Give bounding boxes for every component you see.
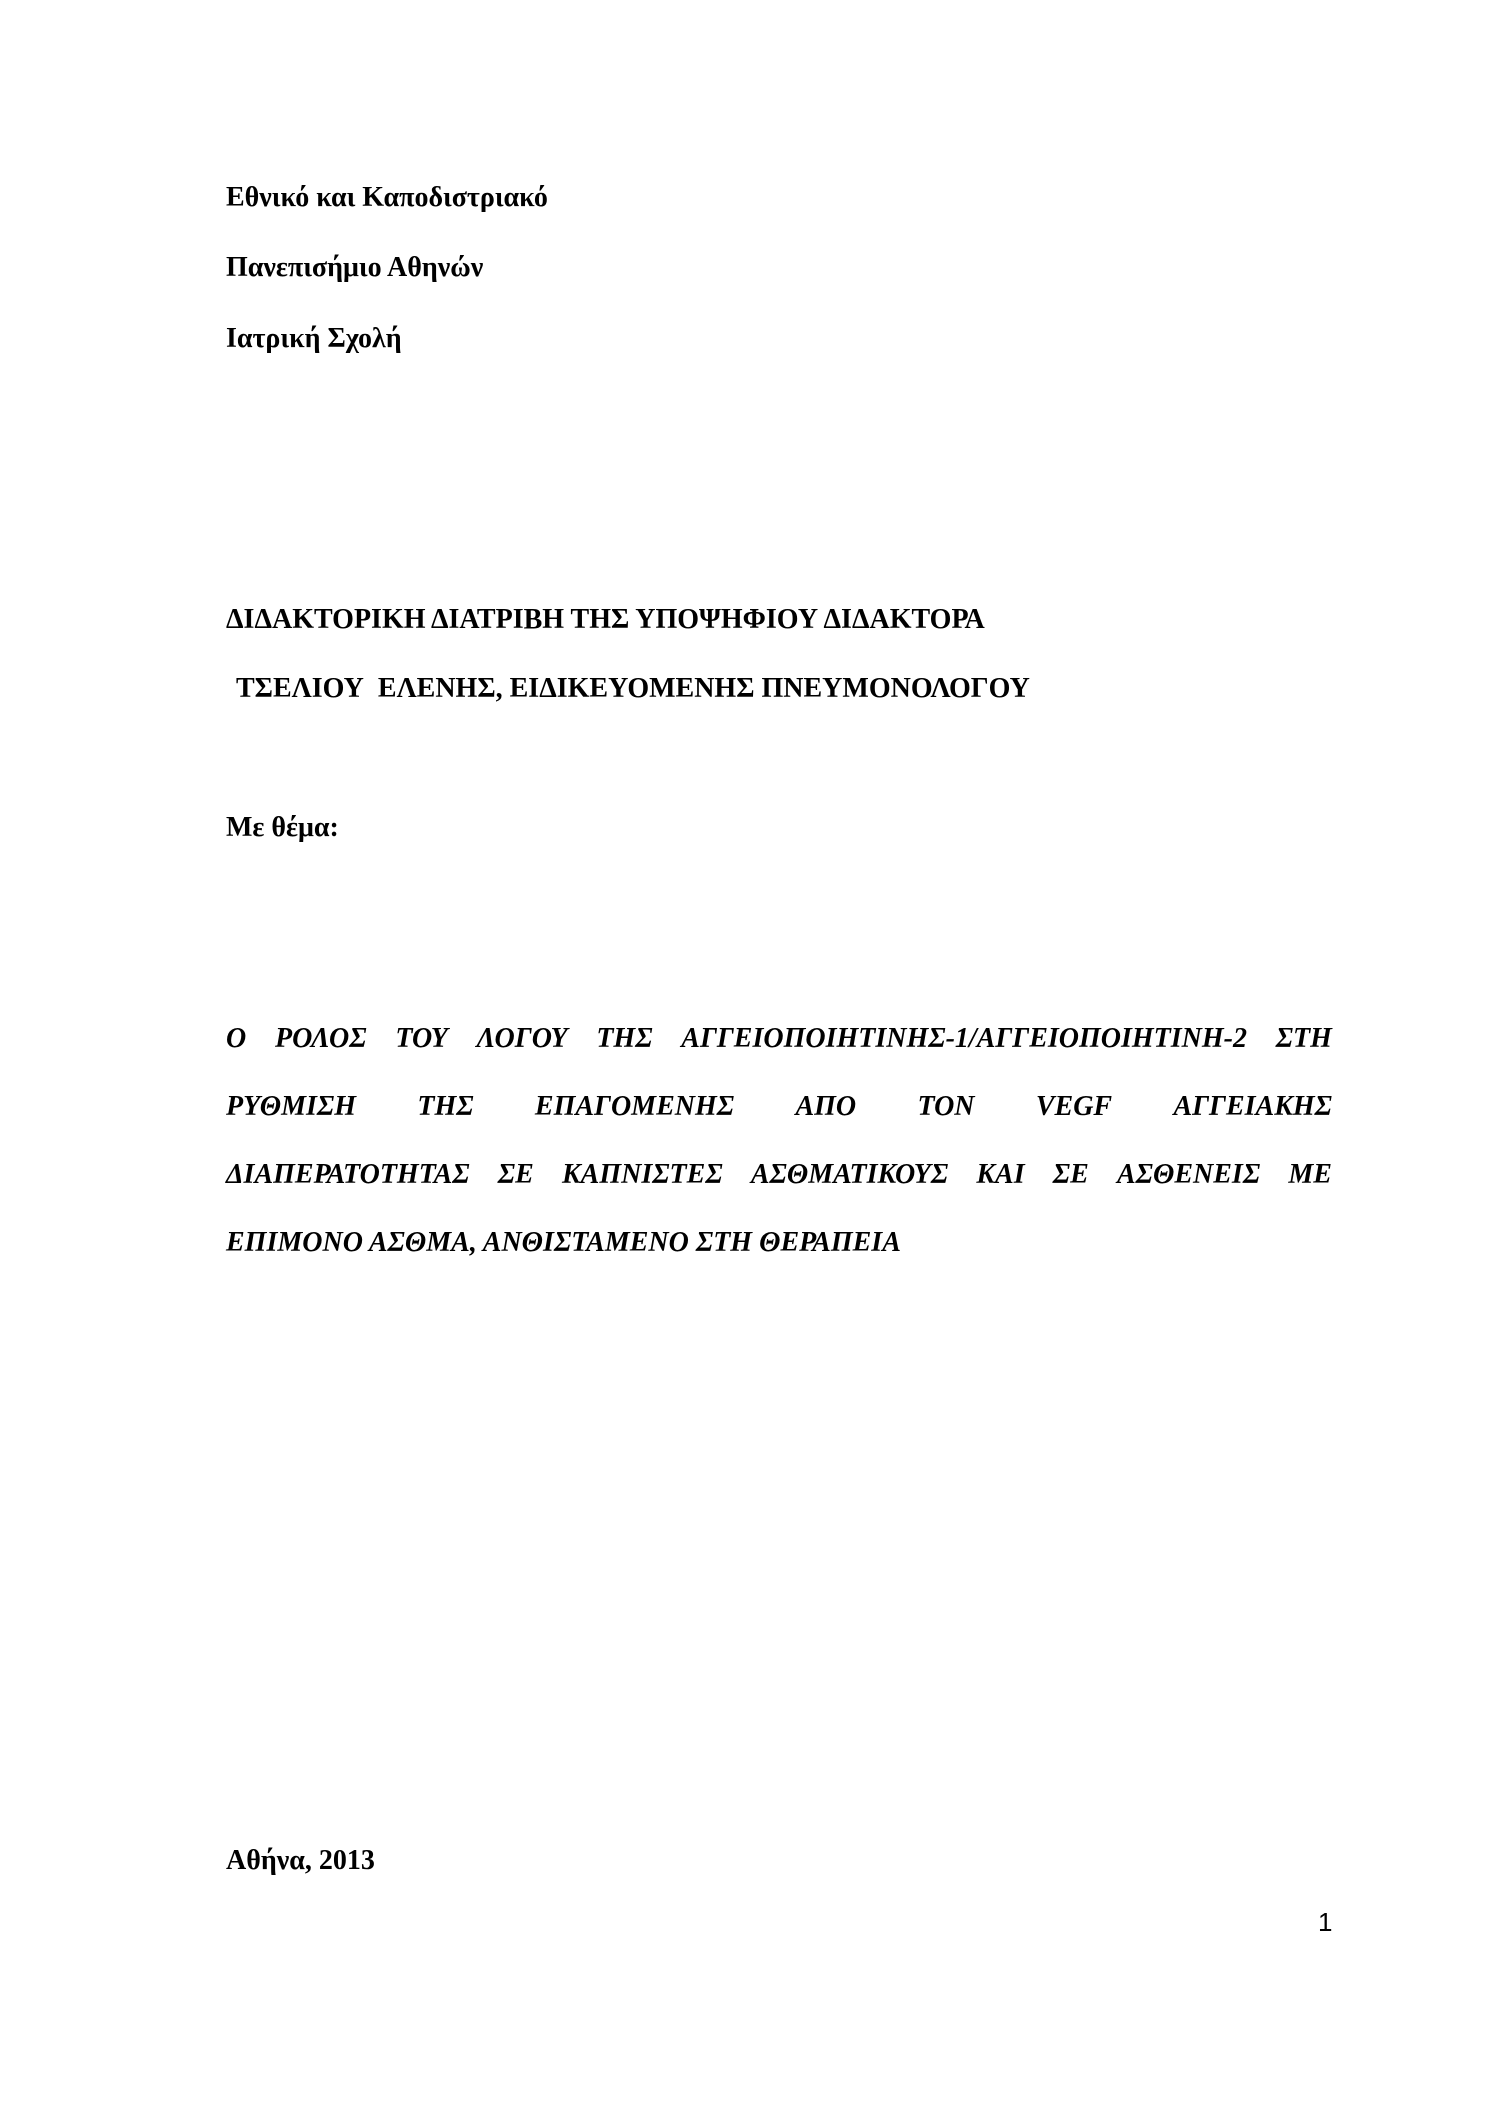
- title-word: ΣΕ: [1052, 1159, 1089, 1190]
- title-word: ΛΟΓΟΥ: [476, 1023, 568, 1054]
- title-word: VEGF: [1035, 1091, 1113, 1122]
- title-word: ΤΗΣ: [596, 1023, 653, 1054]
- institution-name-line1: Εθνικό και Καποδιστριακό: [226, 182, 548, 213]
- title-word: ΔΙΑΠΕΡΑΤΟΤΗΤΑΣ: [226, 1159, 470, 1190]
- page-number: 1: [1318, 1907, 1333, 1937]
- place-and-date: Αθήνα, 2013: [226, 1845, 375, 1876]
- title-line-2: [226, 1090, 1332, 1124]
- title-word: ΑΓΓΕΙΟΠΟΙΗΤΙΝΗΣ-1/ΑΓΓΕΙΟΠΟΙΗΤΙΝΗ-2: [681, 1023, 1247, 1054]
- candidate-line: ΤΣΕΛΙΟΥ ΕΛΕΝΗΣ, ΕΙΔΙΚΕΥΟΜΕΝΗΣ ΠΝΕΥΜΟΝΟΛΟΓΟΥ: [236, 673, 1030, 704]
- title-word: ΡΥΘΜΙΣΗ: [226, 1091, 357, 1122]
- title-word: ΣΕ: [497, 1159, 534, 1190]
- title-word: ΑΣΘΕΝΕΙΣ: [1116, 1159, 1261, 1190]
- title-word: Ο: [226, 1023, 247, 1054]
- thesis-heading: ΔΙΔΑΚΤΟΡΙΚΗ ΔΙΑΤΡΙΒΗ ΤΗΣ ΥΠΟΨΗΦΙΟΥ ΔΙΔΑΚΤΟΡΑ: [226, 604, 985, 635]
- title-line-3: [226, 1158, 1332, 1192]
- institution-name-line2: Πανεπισήμιο Αθηνών: [226, 252, 484, 283]
- title-word: ΑΣΘΜΑΤΙΚΟΥΣ: [750, 1159, 949, 1190]
- subject-label: Με θέμα:: [226, 812, 339, 843]
- title-word: ΑΠΟ: [795, 1091, 857, 1122]
- title-word: ΚΑΙ: [976, 1159, 1025, 1190]
- title-word: ΚΑΠΝΙΣΤΕΣ: [561, 1159, 723, 1190]
- title-word: ΤΟΝ: [917, 1091, 975, 1122]
- title-line-4: ΕΠΙΜΟΝΟ ΑΣΘΜΑ, ΑΝΘΙΣΤΑΜΕΝΟ ΣΤΗ ΘΕΡΑΠΕΙΑ: [226, 1227, 901, 1258]
- title-word: ΕΠΑΓΟΜΕΝΗΣ: [534, 1091, 735, 1122]
- title-line-1: [226, 1022, 1332, 1056]
- title-word: ΡΟΛΟΣ: [274, 1023, 367, 1054]
- title-word: ΤΗΣ: [417, 1091, 474, 1122]
- title-word: ΜΕ: [1288, 1159, 1332, 1190]
- title-word: ΑΓΓΕΙΑΚΗΣ: [1173, 1091, 1332, 1122]
- faculty-name: Ιατρική Σχολή: [226, 323, 402, 354]
- title-word: ΣΤΗ: [1275, 1023, 1332, 1054]
- title-word: ΤΟΥ: [395, 1023, 448, 1054]
